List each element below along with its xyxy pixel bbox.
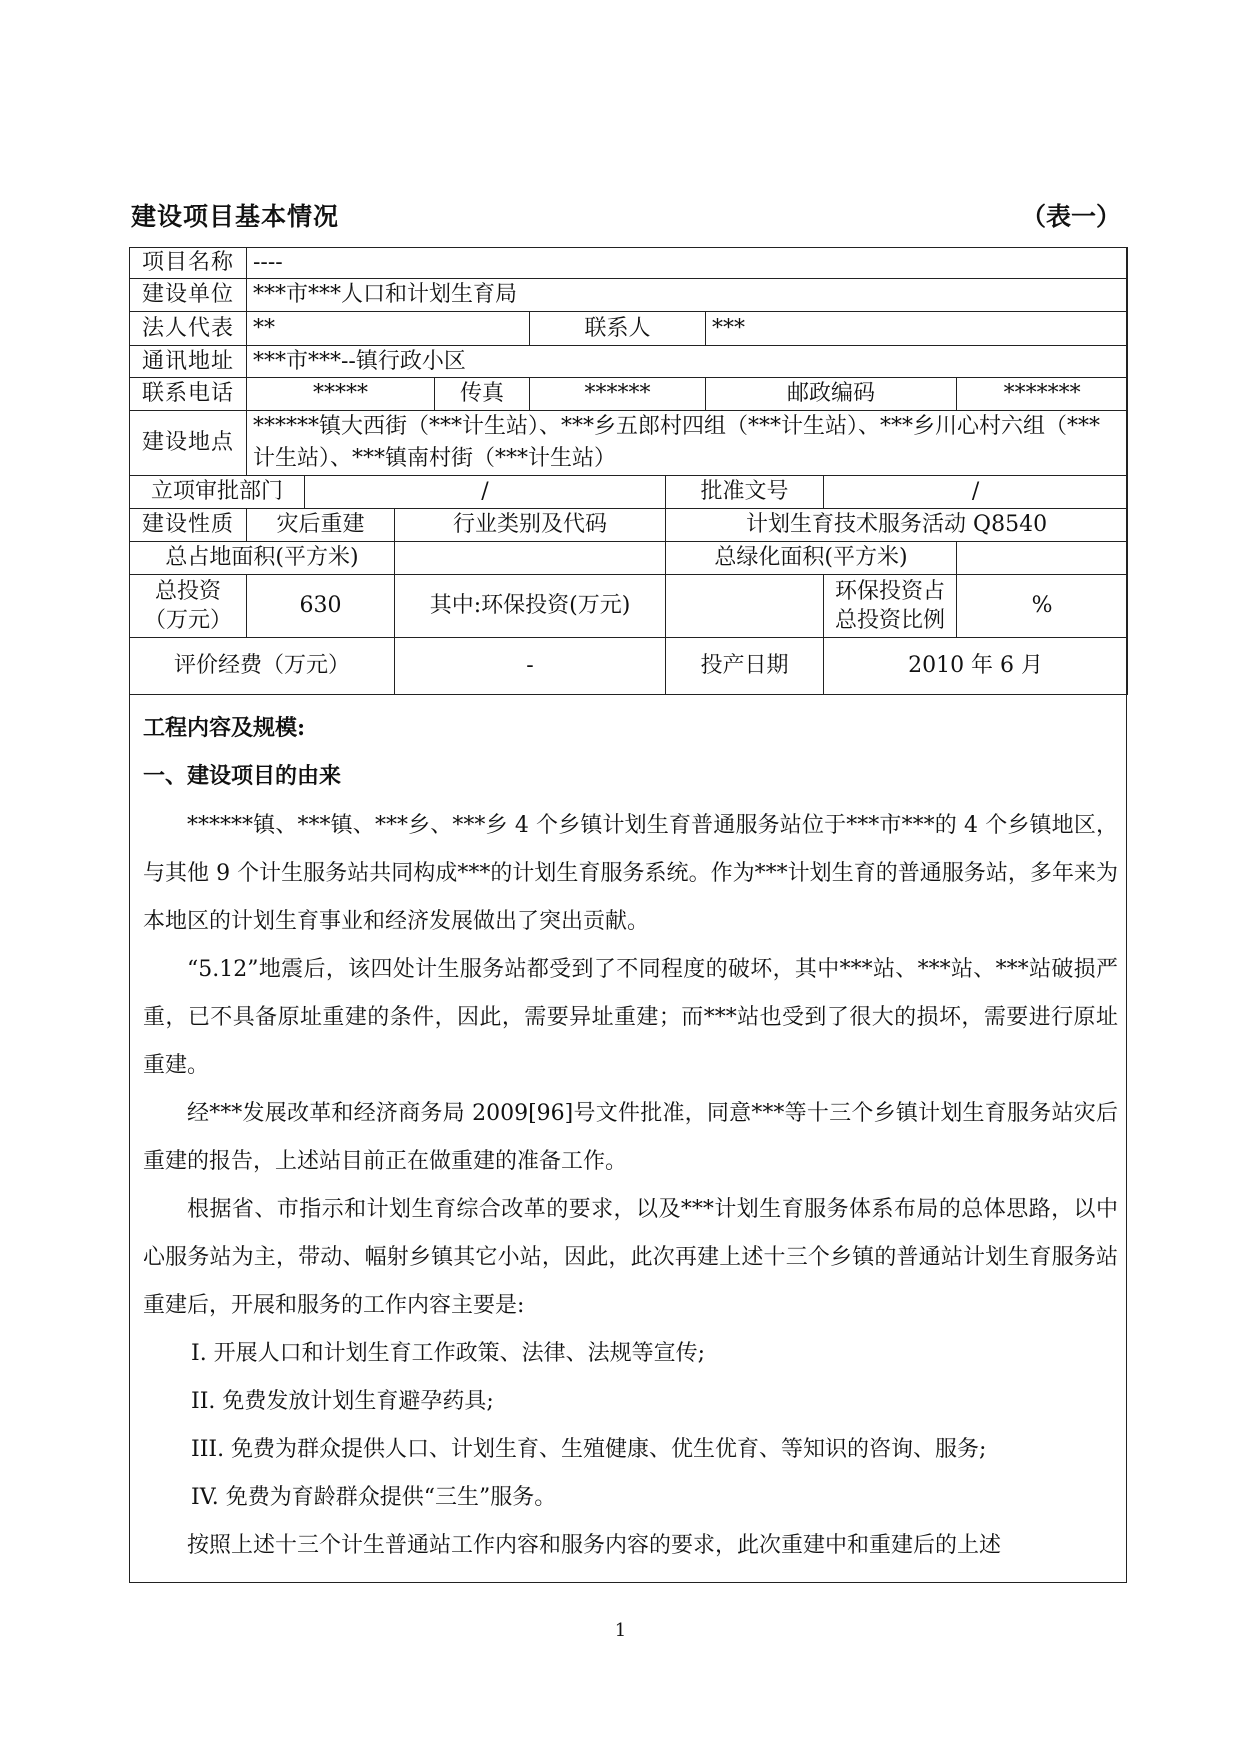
green-label: 总绿化面积(平方米) [666,542,957,575]
page-number: 1 [614,1620,627,1641]
content-heading: 工程内容及规模: [143,715,306,741]
row-invest [130,575,1128,638]
address-value: ***市***--镇行政小区 [247,346,1128,378]
invest-value: 630 [247,575,395,638]
row-approval [130,476,1128,509]
legal-value: ** [247,312,530,346]
env-ratio-label-line1: 环保投资占 [834,579,945,604]
row-area [130,542,1128,575]
nature-label: 建设性质 [130,509,247,542]
unit-label: 建设单位 [130,279,247,312]
fax-label: 传真 [435,378,530,411]
prod-date-label: 投产日期 [666,638,824,695]
area-label: 总占地面积(平方米) [130,542,395,575]
list-item-1: I. 开展人口和计划生育工作政策、法律、法规等宣传; [191,1341,706,1366]
title-row [131,197,1121,237]
project-name-label: 项目名称 [130,248,247,279]
project-name-value: ---- [247,248,1128,279]
list-item-3: III. 免费为群众提供人口、计划生育、生殖健康、优生优育、等知识的咨询、服务; [191,1437,987,1462]
paragraph-1: ******镇、***镇、***乡、***乡 4 个乡镇计划生育普通服务站位于***市***的 4 个乡镇地区，与其他 9 个计生服务站共同构成***的计划生育服务系统。作为***计划生育的普通服务站，多年来为本地区的计划生育事业和经济发展做出了突出贡献。 [143,813,1118,934]
env-ratio-value: % [957,575,1128,638]
fee-value: - [395,638,666,695]
table-number: （表一） [1020,202,1121,231]
list-item-2: II. 免费发放计划生育避孕药具; [191,1389,494,1414]
fee-label: 评价经费（万元） [130,638,395,695]
legal-label: 法人代表 [130,312,247,346]
list-item-4: IV. 免费为育龄群众提供“三生”服务。 [191,1485,557,1510]
row-fee [130,638,1128,695]
area-value [395,542,666,575]
site-value: ******镇大西街（***计生站）、***乡五郎村四组（***计生站）、***乡川心村六组（***计生站）、***镇南村街（***计生站） [247,411,1128,476]
row-legal [130,312,1128,346]
approval-no-label: 批准文号 [666,476,824,509]
postal-value: ******* [957,378,1128,411]
approval-dept-label: 立项审批部门 [130,476,305,509]
row-site [130,411,1128,476]
paragraph-2: “5.12”地震后，该四处计生服务站都受到了不同程度的破坏，其中***站、***站、***站破损严重，已不具备原址重建的条件，因此，需要异址重建；而***站也受到了很大的损坏，需要进行原址重建。 [143,957,1118,1078]
contact-value: *** [706,312,1128,346]
unit-value: ***市***人口和计划生育局 [247,279,1128,312]
paragraph-4: 根据省、市指示和计划生育综合改革的要求，以及***计划生育服务体系布局的总体思路，以中心服务站为主，带动、幅射乡镇其它小站，因此，此次再建上述十三个乡镇的普通站计划生育服务站重建后，开展和服务的工作内容主要是: [143,1197,1118,1318]
invest-label-line2: （万元） [143,608,232,633]
industry-value: 计划生育技术服务活动 Q8540 [666,509,1128,542]
address-label: 通讯地址 [130,346,247,378]
env-invest-label: 其中:环保投资(万元) [395,575,666,638]
page-title: 建设项目基本情况 [131,202,340,231]
approval-no-value: / [824,476,1128,509]
section-heading: 一、建设项目的由来 [143,763,342,789]
env-ratio-label [824,575,957,638]
row-address [130,346,1128,378]
fax-value: ****** [530,378,706,411]
project-content [143,708,1118,1570]
postal-label: 邮政编码 [706,378,957,411]
row-unit [130,279,1128,312]
phone-label: 联系电话 [130,378,247,411]
row-phone [130,378,1128,411]
phone-value: ***** [247,378,435,411]
invest-label [130,575,247,638]
site-label: 建设地点 [130,411,247,476]
env-invest-value [666,575,824,638]
nature-value: 灾后重建 [247,509,395,542]
paragraph-5: 按照上述十三个计生普通站工作内容和服务内容的要求，此次重建中和重建后的上述 [187,1533,1002,1558]
prod-date-value: 2010 年 6 月 [824,638,1128,695]
contact-label: 联系人 [530,312,706,346]
green-value [957,542,1128,575]
row-project-name [130,248,1128,279]
env-ratio-label-line2: 总投资比例 [834,608,945,633]
approval-dept-value: / [305,476,666,509]
project-info-table [129,247,1128,695]
industry-label: 行业类别及代码 [395,509,666,542]
invest-label-line1: 总投资 [154,579,221,604]
paragraph-3: 经***发展改革和经济商务局 2009[96]号文件批准，同意***等十三个乡镇计划生育服务站灾后重建的报告，上述站目前正在做重建的准备工作。 [143,1101,1118,1174]
row-nature [130,509,1128,542]
